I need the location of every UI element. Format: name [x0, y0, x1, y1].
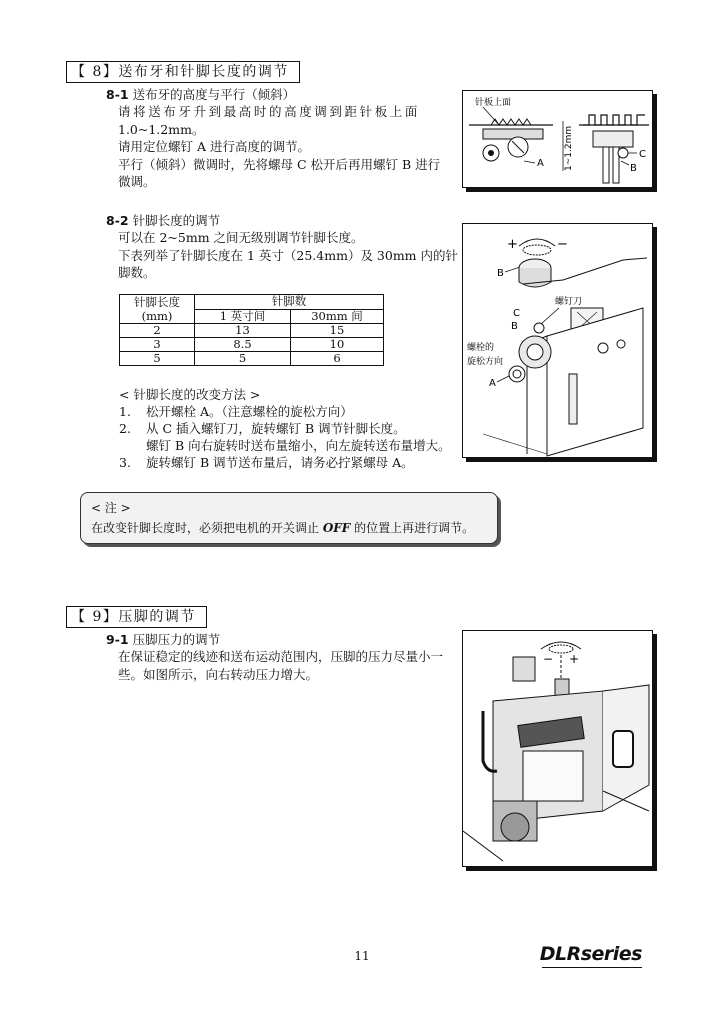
fig-plus-sign: + [507, 237, 518, 252]
subsection-8-2-number: 8-2 [106, 213, 129, 228]
note-text-before: 在改变针脚长度时，必须把电机的开关调止 [91, 521, 323, 535]
subsection-8-1-body [118, 103, 453, 191]
page-number: 11 [354, 949, 370, 963]
step-item [119, 454, 464, 471]
stitch-count-table [119, 294, 384, 366]
note-title: < 注 > [91, 501, 131, 515]
step-number: 2. [119, 421, 131, 436]
figure-feed-dog-height [462, 90, 653, 188]
step-text: 螺钉 B 向右旋转时送布量缩小，向左旋转送布量增大。 [146, 438, 451, 453]
subsection-8-1-title: 送布牙的高度与平行（倾斜） [132, 87, 296, 102]
table-cell: 8.5 [195, 338, 291, 352]
step-number: 3. [119, 455, 131, 470]
para-line: 些。如图所示，向右转动压力增大。 [118, 666, 319, 682]
step-item [119, 420, 464, 437]
fig-loosen-label-2: 旋松方向 [467, 357, 504, 367]
para-line: 1.0~1.2mm。 [118, 121, 205, 137]
method-steps [119, 403, 464, 471]
fig-plus-sign: + [569, 652, 580, 666]
subsection-9-1-body [118, 648, 458, 683]
para-line: 可以在 2~5mm 之间无级别调节针脚长度。 [118, 230, 364, 245]
subsection-9-1-heading [106, 631, 220, 649]
para-line: 微调。 [118, 174, 156, 189]
step-item [119, 403, 464, 420]
step-item [119, 437, 464, 454]
header-per-30mm: 30mm 间 [291, 309, 384, 324]
para-line: 脚数。 [118, 265, 156, 280]
feed-dog-diagram [463, 91, 652, 187]
table-cell: 5 [195, 352, 291, 366]
subsection-8-2-heading [106, 212, 220, 230]
fig-dimension: 1~1.2mm [564, 125, 574, 171]
table-header-cell [120, 295, 195, 324]
table-cell: 15 [291, 324, 384, 338]
table-row [120, 352, 384, 366]
subsection-9-1-number: 9-1 [106, 632, 129, 647]
step-text: 从 C 插入螺钉刀，旋转螺钉 B 调节针脚长度。 [146, 421, 406, 436]
presser-foot-diagram [463, 631, 652, 866]
step-text: 松开螺栓 A。（注意螺栓的旋松方向） [146, 404, 353, 419]
stitch-length-diagram [463, 224, 652, 457]
fig-label-B: B [630, 163, 637, 174]
table-cell: 5 [120, 352, 195, 366]
dlr-series-logo: DLRseries [539, 943, 642, 965]
table-cell: 2 [120, 324, 195, 338]
table-row [120, 338, 384, 352]
para-line: 请用定位螺钉 A 进行高度的调节。 [118, 139, 310, 154]
logo-underline [542, 967, 642, 968]
para-line: 下表列举了针脚长度在 1 英寸（25.4mm）及 30mm 内的针 [118, 247, 458, 263]
subsection-8-2-body [118, 229, 458, 282]
fig-label-B-top: B [497, 268, 504, 279]
subsection-8-1-heading [106, 86, 295, 104]
table-cell: 10 [291, 338, 384, 352]
para-line: 在保证稳定的线迹和送布运动范围内，压脚的压力尽量小一 [118, 649, 444, 664]
needle-plate-label: 针板上面 [475, 98, 512, 108]
para-line: 请将送布牙升到最高时的高度调到距针板上面 [118, 104, 421, 119]
figure-presser-foot [462, 630, 653, 867]
note-text [91, 519, 474, 536]
note-text-after: 的位置上再进行调节。 [350, 521, 475, 535]
fig-label-A: A [537, 158, 544, 169]
table-cell: 13 [195, 324, 291, 338]
table-header-row [120, 295, 384, 310]
header-stitch-count: 针脚数 [195, 295, 384, 310]
method-title: < 针脚长度的改变方法 > [119, 387, 261, 402]
fig-label-A: A [489, 378, 496, 389]
table-cell: 6 [291, 352, 384, 366]
figure-stitch-length [462, 223, 653, 458]
header-per-inch: 1 英寸间 [195, 309, 291, 324]
step-number: 1. [119, 404, 131, 419]
fig-minus-sign: − [543, 652, 554, 666]
fig-label-C: C [639, 149, 646, 160]
step-text: 旋转螺钉 B 调节送布量后，请务必拧紧螺母 A。 [146, 455, 414, 470]
note-text-off: OFF [322, 521, 351, 535]
fig-label-B-mid: B [511, 321, 518, 332]
header-stitch-length: 针脚长度 [134, 295, 180, 309]
table-cell: 3 [120, 338, 195, 352]
note-box [80, 492, 498, 544]
fig-loosen-label-1: 螺栓的 [467, 343, 495, 353]
table-row [120, 324, 384, 338]
fig-label-C: C [513, 308, 520, 319]
fig-screwdriver-label: 螺钉刀 [555, 297, 583, 307]
subsection-9-1-title: 压脚压力的调节 [132, 632, 221, 647]
subsection-8-2-title: 针脚长度的调节 [132, 213, 221, 228]
section-9-title: 【 9】压脚的调节 [66, 606, 207, 628]
para-line: 平行（倾斜）微调时，先将螺母 C 松开后再用螺钉 B 进行 [118, 156, 441, 172]
fig-minus-sign: − [557, 237, 568, 252]
subsection-8-1-number: 8-1 [106, 87, 129, 102]
section-8-title: 【 8】送布牙和针脚长度的调节 [66, 61, 300, 83]
header-unit: (mm) [141, 309, 173, 323]
